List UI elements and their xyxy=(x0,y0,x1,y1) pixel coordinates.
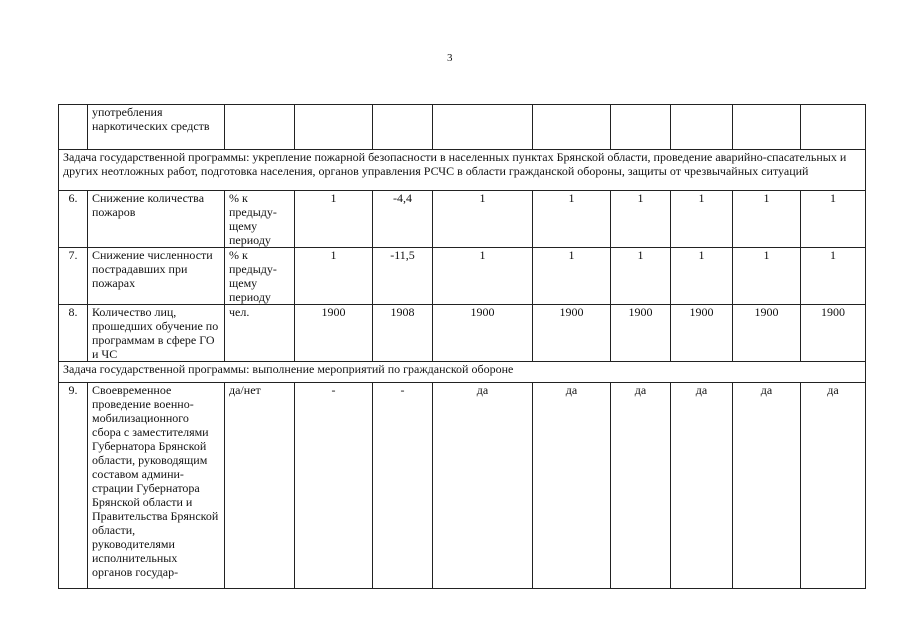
value-cell: 1908 xyxy=(373,305,433,362)
value-cell: да xyxy=(611,383,671,589)
value-cell xyxy=(671,105,733,150)
indicator-name: Снижение численности пострадавших при пожарах xyxy=(88,248,225,305)
unit-cell: да/нет xyxy=(225,383,295,589)
value-cell: 1 xyxy=(611,191,671,248)
row-number: 7. xyxy=(59,248,88,305)
row-number xyxy=(59,105,88,150)
value-cell: - xyxy=(373,383,433,589)
row-number: 6. xyxy=(59,191,88,248)
table-row xyxy=(59,248,866,305)
value-cell xyxy=(373,105,433,150)
table-row xyxy=(59,105,866,150)
table-row xyxy=(59,305,866,362)
indicator-name: употребления наркотических средств xyxy=(88,105,225,150)
value-cell: да xyxy=(533,383,611,589)
value-cell: 1 xyxy=(295,191,373,248)
task-row xyxy=(59,150,866,191)
value-cell: 1 xyxy=(733,248,801,305)
table-row xyxy=(59,383,866,589)
unit-cell: чел. xyxy=(225,305,295,362)
task-row xyxy=(59,362,866,383)
value-cell xyxy=(433,105,533,150)
page-number: 3 xyxy=(447,52,453,64)
value-cell xyxy=(801,105,866,150)
value-cell: да xyxy=(433,383,533,589)
unit-cell: % к предыду-щему периоду xyxy=(225,191,295,248)
value-cell xyxy=(295,105,373,150)
table-row xyxy=(59,191,866,248)
unit-cell xyxy=(225,105,295,150)
value-cell: 1900 xyxy=(295,305,373,362)
value-cell: 1900 xyxy=(733,305,801,362)
value-cell: 1900 xyxy=(611,305,671,362)
value-cell: 1 xyxy=(671,191,733,248)
value-cell: 1 xyxy=(733,191,801,248)
value-cell: 1 xyxy=(671,248,733,305)
value-cell: 1900 xyxy=(433,305,533,362)
value-cell: 1 xyxy=(801,248,866,305)
value-cell: 1900 xyxy=(533,305,611,362)
indicator-name: Снижение количества пожаров xyxy=(88,191,225,248)
value-cell: да xyxy=(733,383,801,589)
task-heading: Задача государственной программы: укрепление пожарной безопасности в населенных пунктах Брянской области, проведение аварийно-спасательных и других неотложных работ, подготовка населения, органов управления РСЧС в области гражданской обороны, защиты от чрезвычайных ситуаций xyxy=(59,150,866,191)
indicator-name: Своевременное проведение военно-мобилизационного сбора с заместителями Губернатора Брянской области, руководящим составом админи-страции Губернатора Брянской области и Правительства Брянской области, руководителями исполнительных органов государ- xyxy=(88,383,225,589)
value-cell: 1 xyxy=(295,248,373,305)
value-cell: 1 xyxy=(433,191,533,248)
value-cell xyxy=(533,105,611,150)
value-cell: -11,5 xyxy=(373,248,433,305)
value-cell: да xyxy=(671,383,733,589)
task-heading: Задача государственной программы: выполнение мероприятий по гражданской обороне xyxy=(59,362,866,383)
value-cell: 1900 xyxy=(801,305,866,362)
value-cell: 1 xyxy=(533,248,611,305)
row-number: 8. xyxy=(59,305,88,362)
value-cell xyxy=(611,105,671,150)
value-cell: -4,4 xyxy=(373,191,433,248)
value-cell: 1 xyxy=(433,248,533,305)
value-cell: - xyxy=(295,383,373,589)
value-cell: да xyxy=(801,383,866,589)
indicator-name: Количество лиц, прошедших обучение по программам в сфере ГО и ЧС xyxy=(88,305,225,362)
indicators-table xyxy=(58,104,866,589)
value-cell: 1 xyxy=(801,191,866,248)
value-cell xyxy=(733,105,801,150)
value-cell: 1900 xyxy=(671,305,733,362)
value-cell: 1 xyxy=(533,191,611,248)
unit-cell: % к предыду-щему периоду xyxy=(225,248,295,305)
row-number: 9. xyxy=(59,383,88,589)
value-cell: 1 xyxy=(611,248,671,305)
